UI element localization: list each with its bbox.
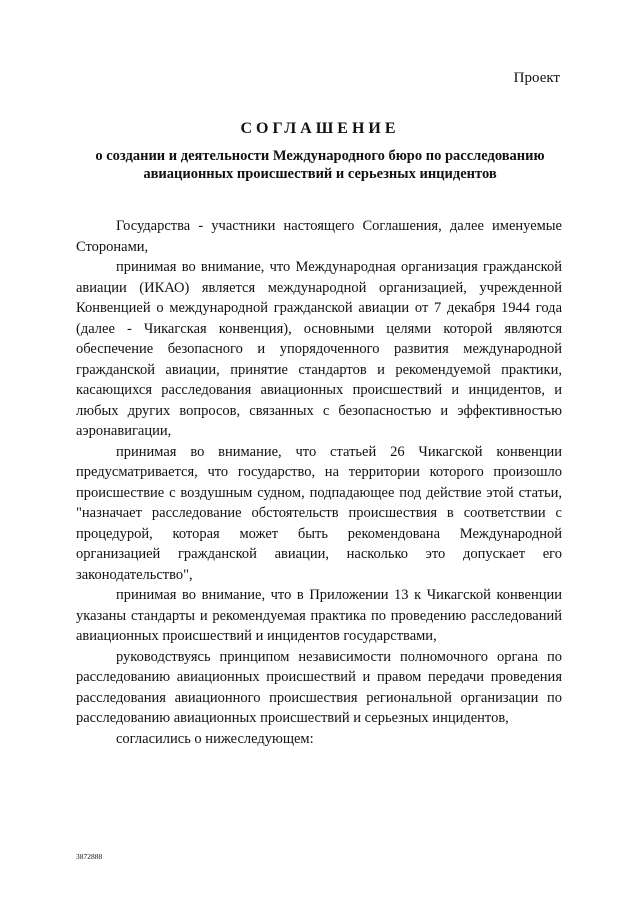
paragraph-agreed: согласились о нижеследующем: xyxy=(116,730,314,747)
document-number: 3872888 xyxy=(76,852,103,861)
paragraph-article-26: принимая во внимание, что статьей 26 Чикагской конвенции предусматривается, что государство, на территории которого произошло происшествие с воздушным судном, подпадающее под действие этой статьи, "назначает расследование обстоятельств происшествия в соответствии с процедурой, которая может быть рекомендована Международной организацией гражданской авиации, насколько это допускает его законодательство", xyxy=(76,443,562,583)
paragraph-icao: принимая во внимание, что Международная организация гражданской авиации (ИКАО) является международной организацией, учрежденной Конвенцией о международной гражданской авиации от 7 декабря 1944 года (далее - Чикагская конвенция), основными целями которой являются обеспечение безопасного и упорядоченного развития международной гражданской авиации, принятие стандартов и рекомендуемой практики, касающихся расследования авиационных происшествий и инцидентов, и любых других вопросов, связанных с безопасностью и эффективностью аэронавигации, xyxy=(76,259,562,439)
document-title: СОГЛАШЕНИЕ xyxy=(240,120,400,137)
document-body xyxy=(76,216,562,749)
paragraph-parties: Государства - участники настоящего Соглашения, далее именуемые Сторонами, xyxy=(76,218,562,255)
paragraph-independence: руководствуясь принципом независимости полномочного органа по расследованию авиационных происшествий и правом передачи проведения расследования авиационного происшествия региональной организации по расследованию авиационных происшествий и серьезных инцидентов, xyxy=(76,648,562,726)
document-subtitle: о создании и деятельности Международного бюро по расследованию авиационных происшествий и серьезных инцидентов xyxy=(95,148,545,182)
draft-label: Проект xyxy=(513,70,560,86)
paragraph-annex-13: принимая во внимание, что в Приложении 13 к Чикагской конвенции указаны стандарты и рекомендуемая практика по проведению расследований авиационных происшествий и инцидентов государствами, xyxy=(76,587,562,644)
